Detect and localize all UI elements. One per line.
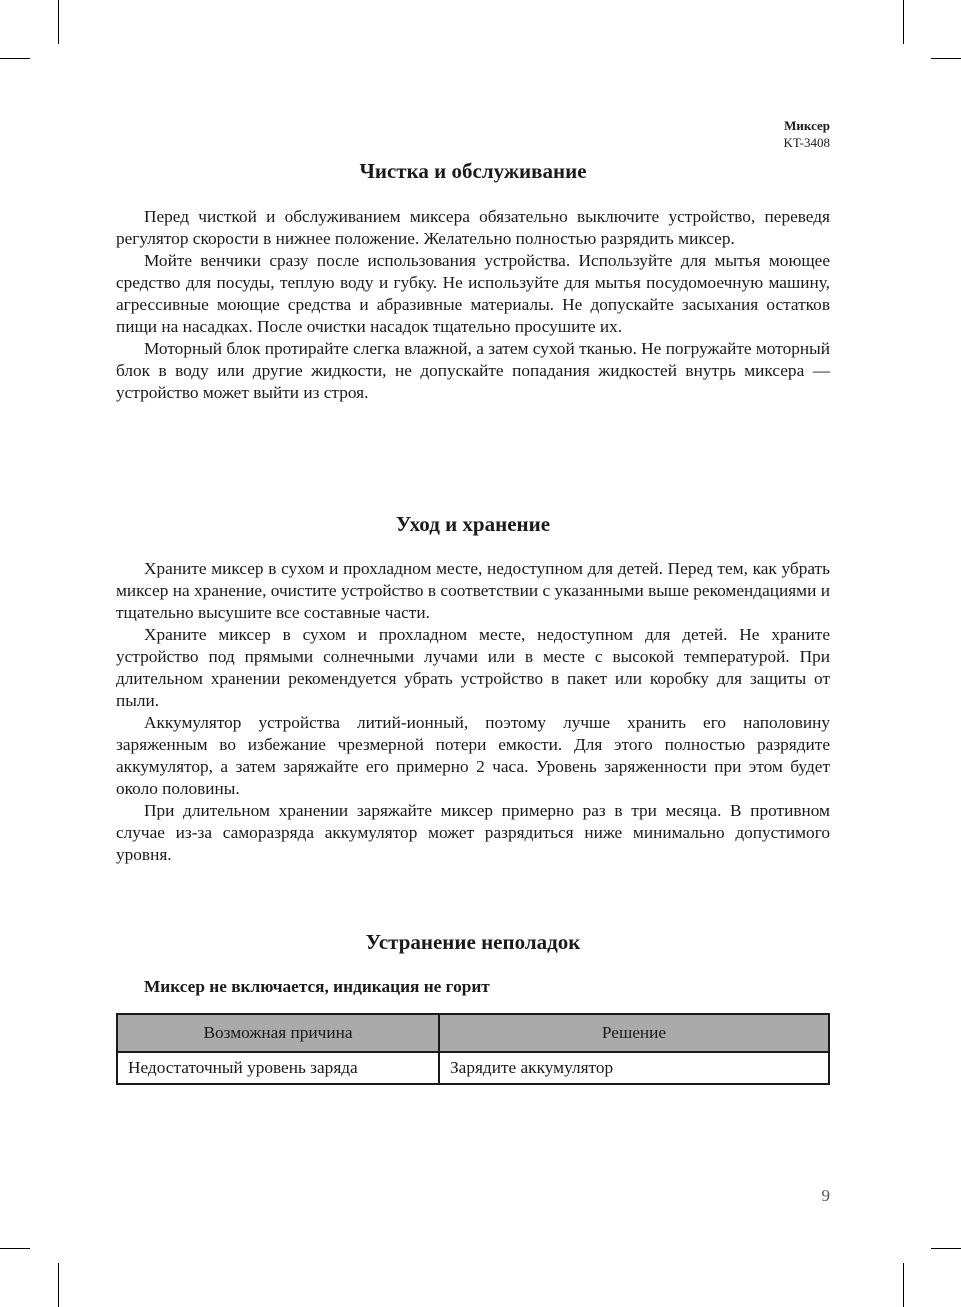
column-header-cause: Возможная причина (117, 1014, 439, 1052)
header-model: KT-3408 (783, 135, 830, 150)
column-header-solution: Решение (439, 1014, 829, 1052)
section-title-cleaning: Чистка и обслуживание (359, 159, 587, 183)
page-number: 9 (821, 1186, 830, 1205)
crop-mark (931, 1248, 961, 1249)
crop-mark (58, 1263, 59, 1307)
problem-subtitle: Миксер не включается, индикация не горит (144, 977, 490, 996)
crop-mark (58, 0, 59, 44)
paragraph: Перед чисткой и обслуживанием миксера обязательно выключите устройство, переведя регулятор скорости в нижнее положение. Желательно полностью разрядить миксер. (116, 207, 830, 248)
table-cell-solution: Зарядите аккумулятор (439, 1052, 829, 1084)
paragraph: Храните миксер в сухом и прохладном месте, недоступном для детей. Не храните устройство под прямыми солнечными лучами или в месте с высокой температурой. При длительном хранении рекомендуется убрать устройство в пакет или коробку для защиты от пыли. (116, 625, 830, 710)
paragraph: Мойте венчики сразу после использования устройства. Используйте для мытья моющее средство для посуды, теплую воду и губку. Не используйте для мытья посудомоечную машину, агрессивные моющие средства и абразивные материалы. Не допускайте засыхания остатков пищи на насадках. После очистки насадок тщательно просушите их. (116, 251, 830, 336)
paragraph: Моторный блок протирайте слегка влажной, а затем сухой тканью. Не погружайте моторный блок в воду или другие жидкости, не допускайте попадания жидкостей внутрь миксера — устройство может выйти из строя. (116, 339, 830, 402)
paragraph: При длительном хранении заряжайте миксер примерно раз в три месяца. В противном случае из-за саморазряда аккумулятор может разрядиться ниже минимально допустимого уровня. (116, 801, 830, 864)
crop-mark (931, 58, 961, 59)
crop-mark (0, 58, 30, 59)
running-header (784, 117, 830, 151)
table-row (117, 1052, 829, 1084)
troubleshooting-table (116, 1013, 830, 1085)
crop-mark (903, 1263, 904, 1307)
header-product: Миксер (784, 118, 830, 133)
table-cell-cause: Недостаточный уровень заряда (117, 1052, 439, 1084)
section-body-cleaning (116, 206, 830, 404)
table-header-row (117, 1014, 829, 1052)
section-title-troubleshooting: Устранение неполадок (365, 930, 581, 954)
section-title-storage: Уход и хранение (395, 512, 551, 536)
crop-mark (903, 0, 904, 44)
crop-mark (0, 1248, 30, 1249)
paragraph: Аккумулятор устройства литий-ионный, поэтому лучше хранить его наполовину заряженным во избежание чрезмерной потери емкости. Для этого полностью разрядите аккумулятор, а затем заряжайте его примерно 2 часа. Уровень заряженности при этом будет около половины. (116, 713, 830, 798)
paragraph: Храните миксер в сухом и прохладном месте, недоступном для детей. Перед тем, как убрать миксер на хранение, очистите устройство в соответствии с указанными выше рекомендациями и тщательно высушите все составные части. (116, 559, 830, 622)
section-body-storage (116, 558, 830, 866)
